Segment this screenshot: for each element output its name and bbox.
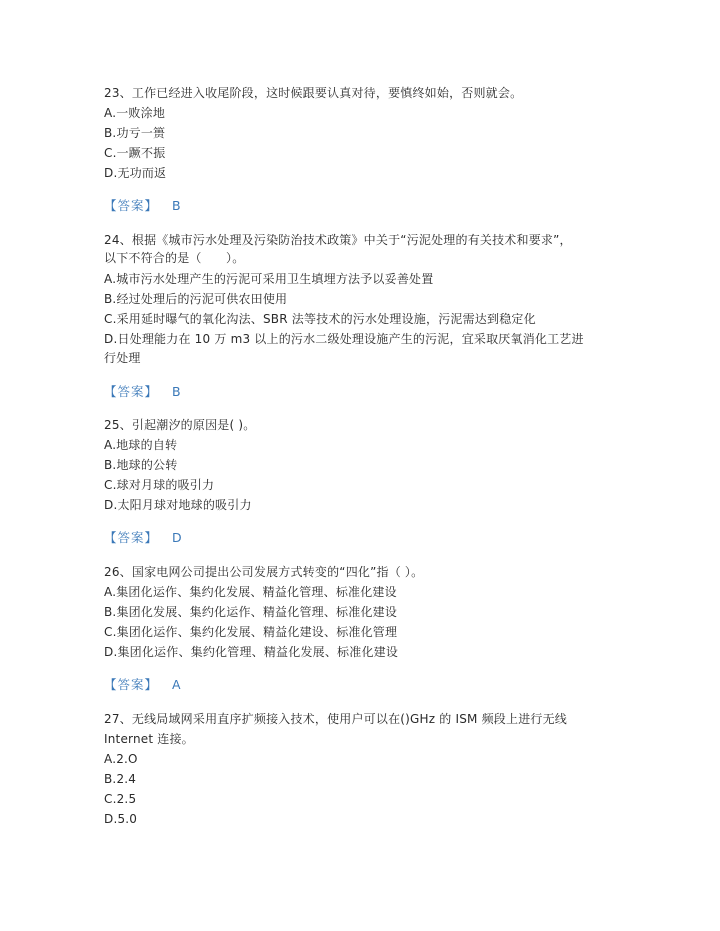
question-23-option-b: B.功亏一篑 bbox=[104, 126, 166, 140]
answer-label: 【答案】 bbox=[104, 677, 159, 692]
question-26-stem: 26、国家电网公司提出公司发展方式转变的“四化”指（ ）。 bbox=[104, 565, 424, 579]
question-27-option-d: D.5.0 bbox=[104, 812, 138, 826]
question-23-stem: 23、工作已经进入收尾阶段，这时候跟要认真对待，要慎终如始，否则就会。 bbox=[104, 86, 523, 100]
question-25-stem: 25、引起潮汐的原因是( )。 bbox=[104, 418, 256, 432]
question-25-option-b: B.地球的公转 bbox=[104, 458, 178, 472]
question-27-option-b: B.2.4 bbox=[104, 772, 137, 786]
answer-label: 【答案】 bbox=[104, 384, 159, 399]
question-24-option-b: B.经过处理后的污泥可供农田使用 bbox=[104, 292, 288, 306]
question-27-option-c: C.2.5 bbox=[104, 792, 137, 806]
answer-value: B bbox=[172, 198, 181, 213]
question-26-option-b: B.集团化发展、集约化运作、精益化管理、标准化建设 bbox=[104, 605, 398, 619]
answer-value: B bbox=[172, 384, 181, 399]
question-27-option-a: A.2.O bbox=[104, 752, 138, 766]
question-25-answer bbox=[104, 530, 182, 546]
question-27-stem-line-2: Internet 连接。 bbox=[104, 732, 194, 746]
question-25-option-a: A.地球的自转 bbox=[104, 438, 178, 452]
question-24-option-d-line-2: 行处理 bbox=[104, 351, 141, 365]
answer-value: D bbox=[172, 530, 182, 545]
question-24-option-c: C.采用延时曝气的氧化沟法、SBR 法等技术的污水处理设施，污泥需达到稳定化 bbox=[104, 312, 536, 326]
question-24-answer bbox=[104, 384, 181, 400]
question-23-option-d: D.无功而返 bbox=[104, 166, 167, 180]
question-26-option-d: D.集团化运作、集约化管理、精益化发展、标准化建设 bbox=[104, 645, 399, 659]
question-25-option-c: C.球对月球的吸引力 bbox=[104, 478, 215, 492]
question-27-stem-line-1: 27、无线局域网采用直序扩频接入技术，使用户可以在()GHz 的 ISM 频段上进行无线 bbox=[104, 712, 568, 726]
answer-label: 【答案】 bbox=[104, 198, 159, 213]
question-25-option-d: D.太阳月球对地球的吸引力 bbox=[104, 498, 252, 512]
question-23-answer bbox=[104, 198, 181, 214]
question-26-option-c: C.集团化运作、集约化发展、精益化建设、标准化管理 bbox=[104, 625, 398, 639]
question-26-answer bbox=[104, 677, 181, 693]
question-24-stem-line-1: 24、根据《城市污水处理及污染防治技术政策》中关于“污泥处理的有关技术和要求”， bbox=[104, 233, 572, 247]
answer-value: A bbox=[172, 677, 181, 692]
question-24-stem-line-2: 以下不符合的是（ ）。 bbox=[104, 251, 245, 265]
answer-label: 【答案】 bbox=[104, 530, 159, 545]
question-23-option-a: A.一败涂地 bbox=[104, 106, 166, 120]
question-23-option-c: C.一蹶不振 bbox=[104, 146, 166, 160]
question-24-option-a: A.城市污水处理产生的污泥可采用卫生填埋方法予以妥善处置 bbox=[104, 272, 434, 286]
question-26-option-a: A.集团化运作、集约化发展、精益化管理、标准化建设 bbox=[104, 585, 397, 599]
question-24-option-d-line-1: D.日处理能力在 10 万 m3 以上的污水二级处理设施产生的污泥，宜采取厌氧消化工艺进 bbox=[104, 332, 584, 346]
